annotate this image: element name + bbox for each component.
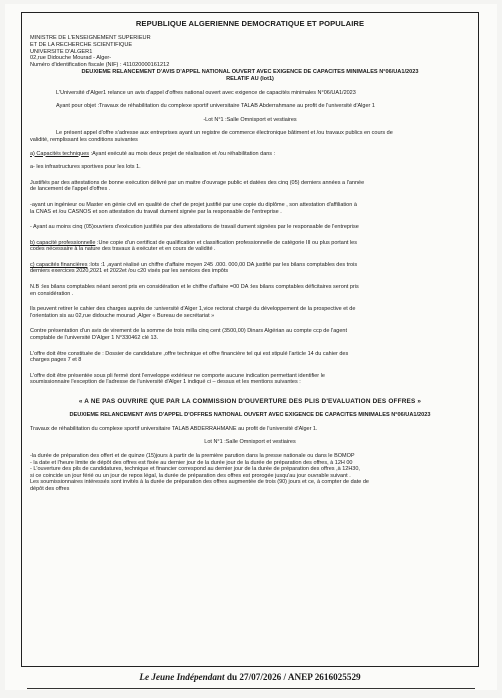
technical-capacity-label: a) Capacités techniques [30, 150, 90, 157]
offer-line: L'offre doit être constituée de : Dossier de candidature ,offre technique et offre financière tel qui est stipulé l'article 14 du cahier des [30, 350, 349, 357]
announcement-frame [21, 12, 479, 667]
retrieve-line: l'orientation sis au 02,rue didouche mourad ,Alger « Bureau de secrétariat » [30, 312, 215, 319]
publication-footer [21, 672, 479, 682]
professional-capacity-label: b) capacité professionnelle [30, 239, 96, 246]
financial-capacity-label: c) capacités financières [30, 261, 88, 268]
repeat-notice-title: DEUXIEME RELANCEMENT AVIS D'APPEL D'OFFRES NATIONAL OUVERT AVEC EXIGENCE DE CAPACITES MINIMALES N°06/UA1/2023 [69, 412, 431, 419]
financial-capacity-line: derniers exercices 2020,2021 et 2022et /ou c20 visés par les services des impôts [30, 268, 229, 275]
offer-line: charges pages 7 et 8 [30, 357, 82, 364]
issuer-header [30, 35, 470, 69]
intro-paragraph: L'Université d'Alger1 relance un avis d'appel d'offres national ouvert avec exigence de capacités minimales N°06/UA1/2023 [56, 89, 356, 96]
newspaper-name: Le Jeune Indépendant [139, 672, 225, 682]
dates-line: - la date et l'heure limite de dépôt des offres est fixée au dernier jour de la durée jour de la durée de préparation des offres, à 12H 00 [30, 459, 353, 466]
engineer-line: la CNAS et /ou CASNOS et son attestation du travail dument signée par la responsable de l'entreprise . [30, 208, 282, 215]
bottom-divider [27, 688, 475, 689]
payment-line: comptable de l'université D'Alger 1 N°330462 clé 13. [30, 335, 159, 342]
do-not-open-warning: « A NE PAS OUVRIRE QUE PAR LA COMMISSION D'OUVERTURE DES PLIS D'EVALUATION DES OFFRES » [78, 398, 422, 406]
eligibility-line: Le présent appel d'offre s'adresse aux entreprises ayant un registre de commerce électronique bâtiment et /ou travaux publics en cours de [56, 130, 393, 137]
dates-line: - L'ouverture des pils de candidatures, technique et financier correspond au dernier jour de la durée de préparation des offres ,à 12H30, [30, 466, 360, 473]
repeat-objet: Travaux de réhabilitation du complexe sportif universitaire TALAB ABDERRAHMANE au profit de l'université d'Alger 1. [30, 425, 318, 432]
professional-capacity-line: codes nécessaire à la nature des travaux à exécuter et en cours de validité . [30, 246, 216, 253]
document-title: REPUBLIQUE ALGERIENNE DEMOCRATIQUE ET POPULAIRE [135, 19, 365, 28]
financial-capacity-text: :lots :1 ,ayant réalisé un chiffre d'affaire moyen 245 .000. 000,00 DA justifié par les bilans comptables des trois [87, 261, 358, 268]
lot-line: -Lot N°1 :Salle Omnisport et vestiaires [203, 116, 297, 123]
envelope-line: L'offre doit être présentée sous pli fermé dont l'enveloppe extérieur ne comporte aucune indication permettant identifier le [30, 372, 325, 379]
eligibility-line: validité, remplissant les conditions suivantes [30, 136, 138, 143]
nb-line: N.B :les bilans comptables néant seront pris en considération et le chiffre d'affaire =00 DA :les bilans comptables déficitaires seront pris [30, 284, 359, 291]
technical-capacity [30, 151, 470, 158]
workers-line: - Ayant au moins cinq (05)ouvriers d'exécution justifiés par des attestations de travail dument signées par le responsable de l'entreprise [30, 224, 359, 231]
financial-capacity [30, 262, 470, 269]
objet-paragraph: Ayant pour objet :Travaux de réhabilitation du complexe sportif universitaire TALAB Abderrahmane au profit de l'université d'Alger 1 [56, 103, 375, 110]
payment-line: Contre présentation d'un avis de virement de la somme de trois milla cinq cent (3500,00) Dinars Algérian au compte ccp de l'agent [30, 328, 347, 335]
retrieve-line: Ils peuvent retirer le cahier des charges auprès de :université d'Alger 1,vice rectorat chargé du développement de la prospective et de [30, 306, 356, 313]
dates-line: dépôt des offres [30, 485, 70, 492]
newspaper-page [5, 4, 497, 690]
attestation-line: de lancement de l'appel d'offres . [30, 186, 111, 193]
envelope-line: soumissionnaire l'exception de l'adresse de l'université d'Alger 1 indiqué ci – dessus et les mentions suivantes : [30, 379, 301, 386]
header-line: MINISTRE DE L'ENSEIGNEMENT SUPERIEUR [30, 35, 151, 41]
dates-line: Les soumissionnaires intéressés sont invités à la durée de préparation des offres augmentée de trois (90) jours et ce, à compter de date de [30, 479, 369, 486]
dates-line: si ce coincide un jour férié ou un jour de repos légal, la durée de préparation des offres est prorogée jusqu'au jour ouvrable suivant . [30, 472, 351, 479]
attestation-line: Justifiés par des attestations de bonne exécution délivré par un maitre d'ouvrage public et datées des cinq (05) derniers années a l'année [30, 179, 365, 186]
professional-capacity-text: :Une copie d'un certificat de qualification et classification professionnelle de catégorie III ou plus portant les [95, 239, 357, 246]
notice-title: DEUXIEME RELANCEMENT D'AVIS D'APPEL NATIONAL OUVERT AVEC EXIGENCE DE CAPACITES MINIMALES N°06/UA1/2023 [81, 68, 419, 75]
header-line: Numéro d'identification fiscale (NIF) : 411020000161212 [30, 62, 170, 69]
professional-capacity [30, 240, 470, 247]
header-line: ET DE LA RECHERCHE SCIENTIFIQUE [30, 41, 133, 48]
technical-infrastructure: a- les infrastructures sportives pour les lots 1. [30, 164, 141, 171]
dates-line: -la durée de préparation des offert et de quinze (15)jours à partir de la première parution dans la presse nationale ou dans le BOMOP [30, 453, 355, 459]
engineer-line: -ayant un ingénieur ou Master en génie civil en qualité de chef de projet justifié par une copie du diplôme , son attestation d'affiliation à [30, 201, 357, 208]
nb-line: en considération . [30, 290, 74, 297]
repeat-lot: Lot N°1 :Salle Omnisport et vestiaires [204, 439, 296, 446]
header-line: UNIVERSITE D'ALGER1 [30, 48, 93, 55]
technical-capacity-text: :Ayant exécuté au mois deux projet de réalisation et /ou réhabilitation dans : [89, 150, 276, 157]
notice-subtitle: RELATIF AU (lot1) [226, 75, 274, 82]
header-line: 02,rue Didouche Mourad - Alger- [30, 55, 112, 62]
publication-date-ref: du 27/07/2026 / ANEP 2616025529 [224, 672, 361, 682]
